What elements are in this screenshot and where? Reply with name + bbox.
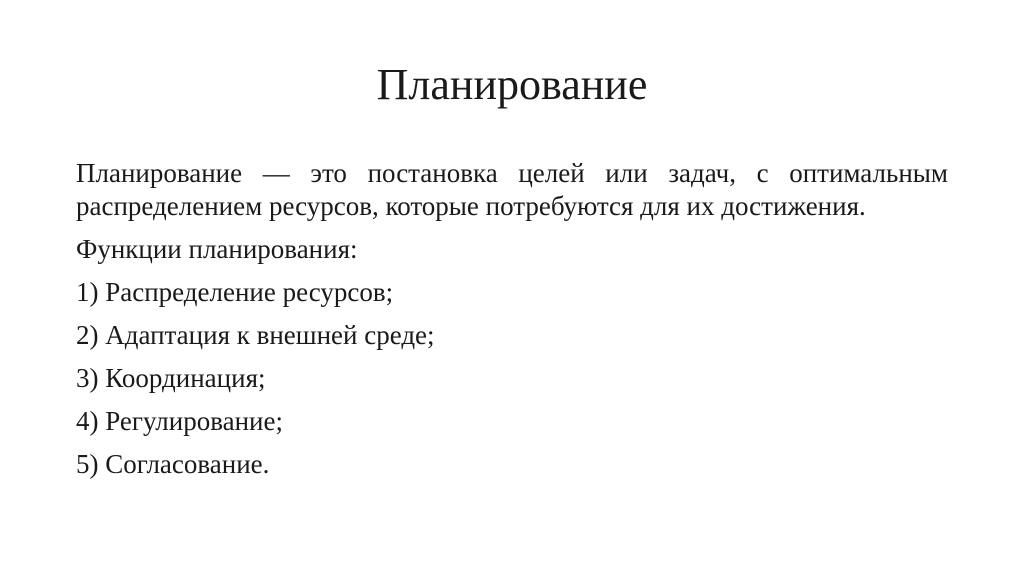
function-item-1: 1) Распределение ресурсов; (76, 277, 394, 307)
slide-title: Планирование (376, 60, 648, 109)
function-item-3: 3) Координация; (76, 363, 266, 393)
functions-heading: Функции планирования: (76, 234, 358, 264)
function-item-4: 4) Регулирование; (76, 406, 283, 436)
slide-body (76, 157, 948, 481)
function-item-5: 5) Согласование. (76, 449, 270, 479)
definition-paragraph: Планирование — это постановка целей или задач, с оптимальным распределением ресурсов, которые потребуются для их достижения. (76, 158, 948, 221)
function-list (76, 276, 948, 481)
function-item-2: 2) Адаптация к внешней среде; (76, 320, 435, 350)
